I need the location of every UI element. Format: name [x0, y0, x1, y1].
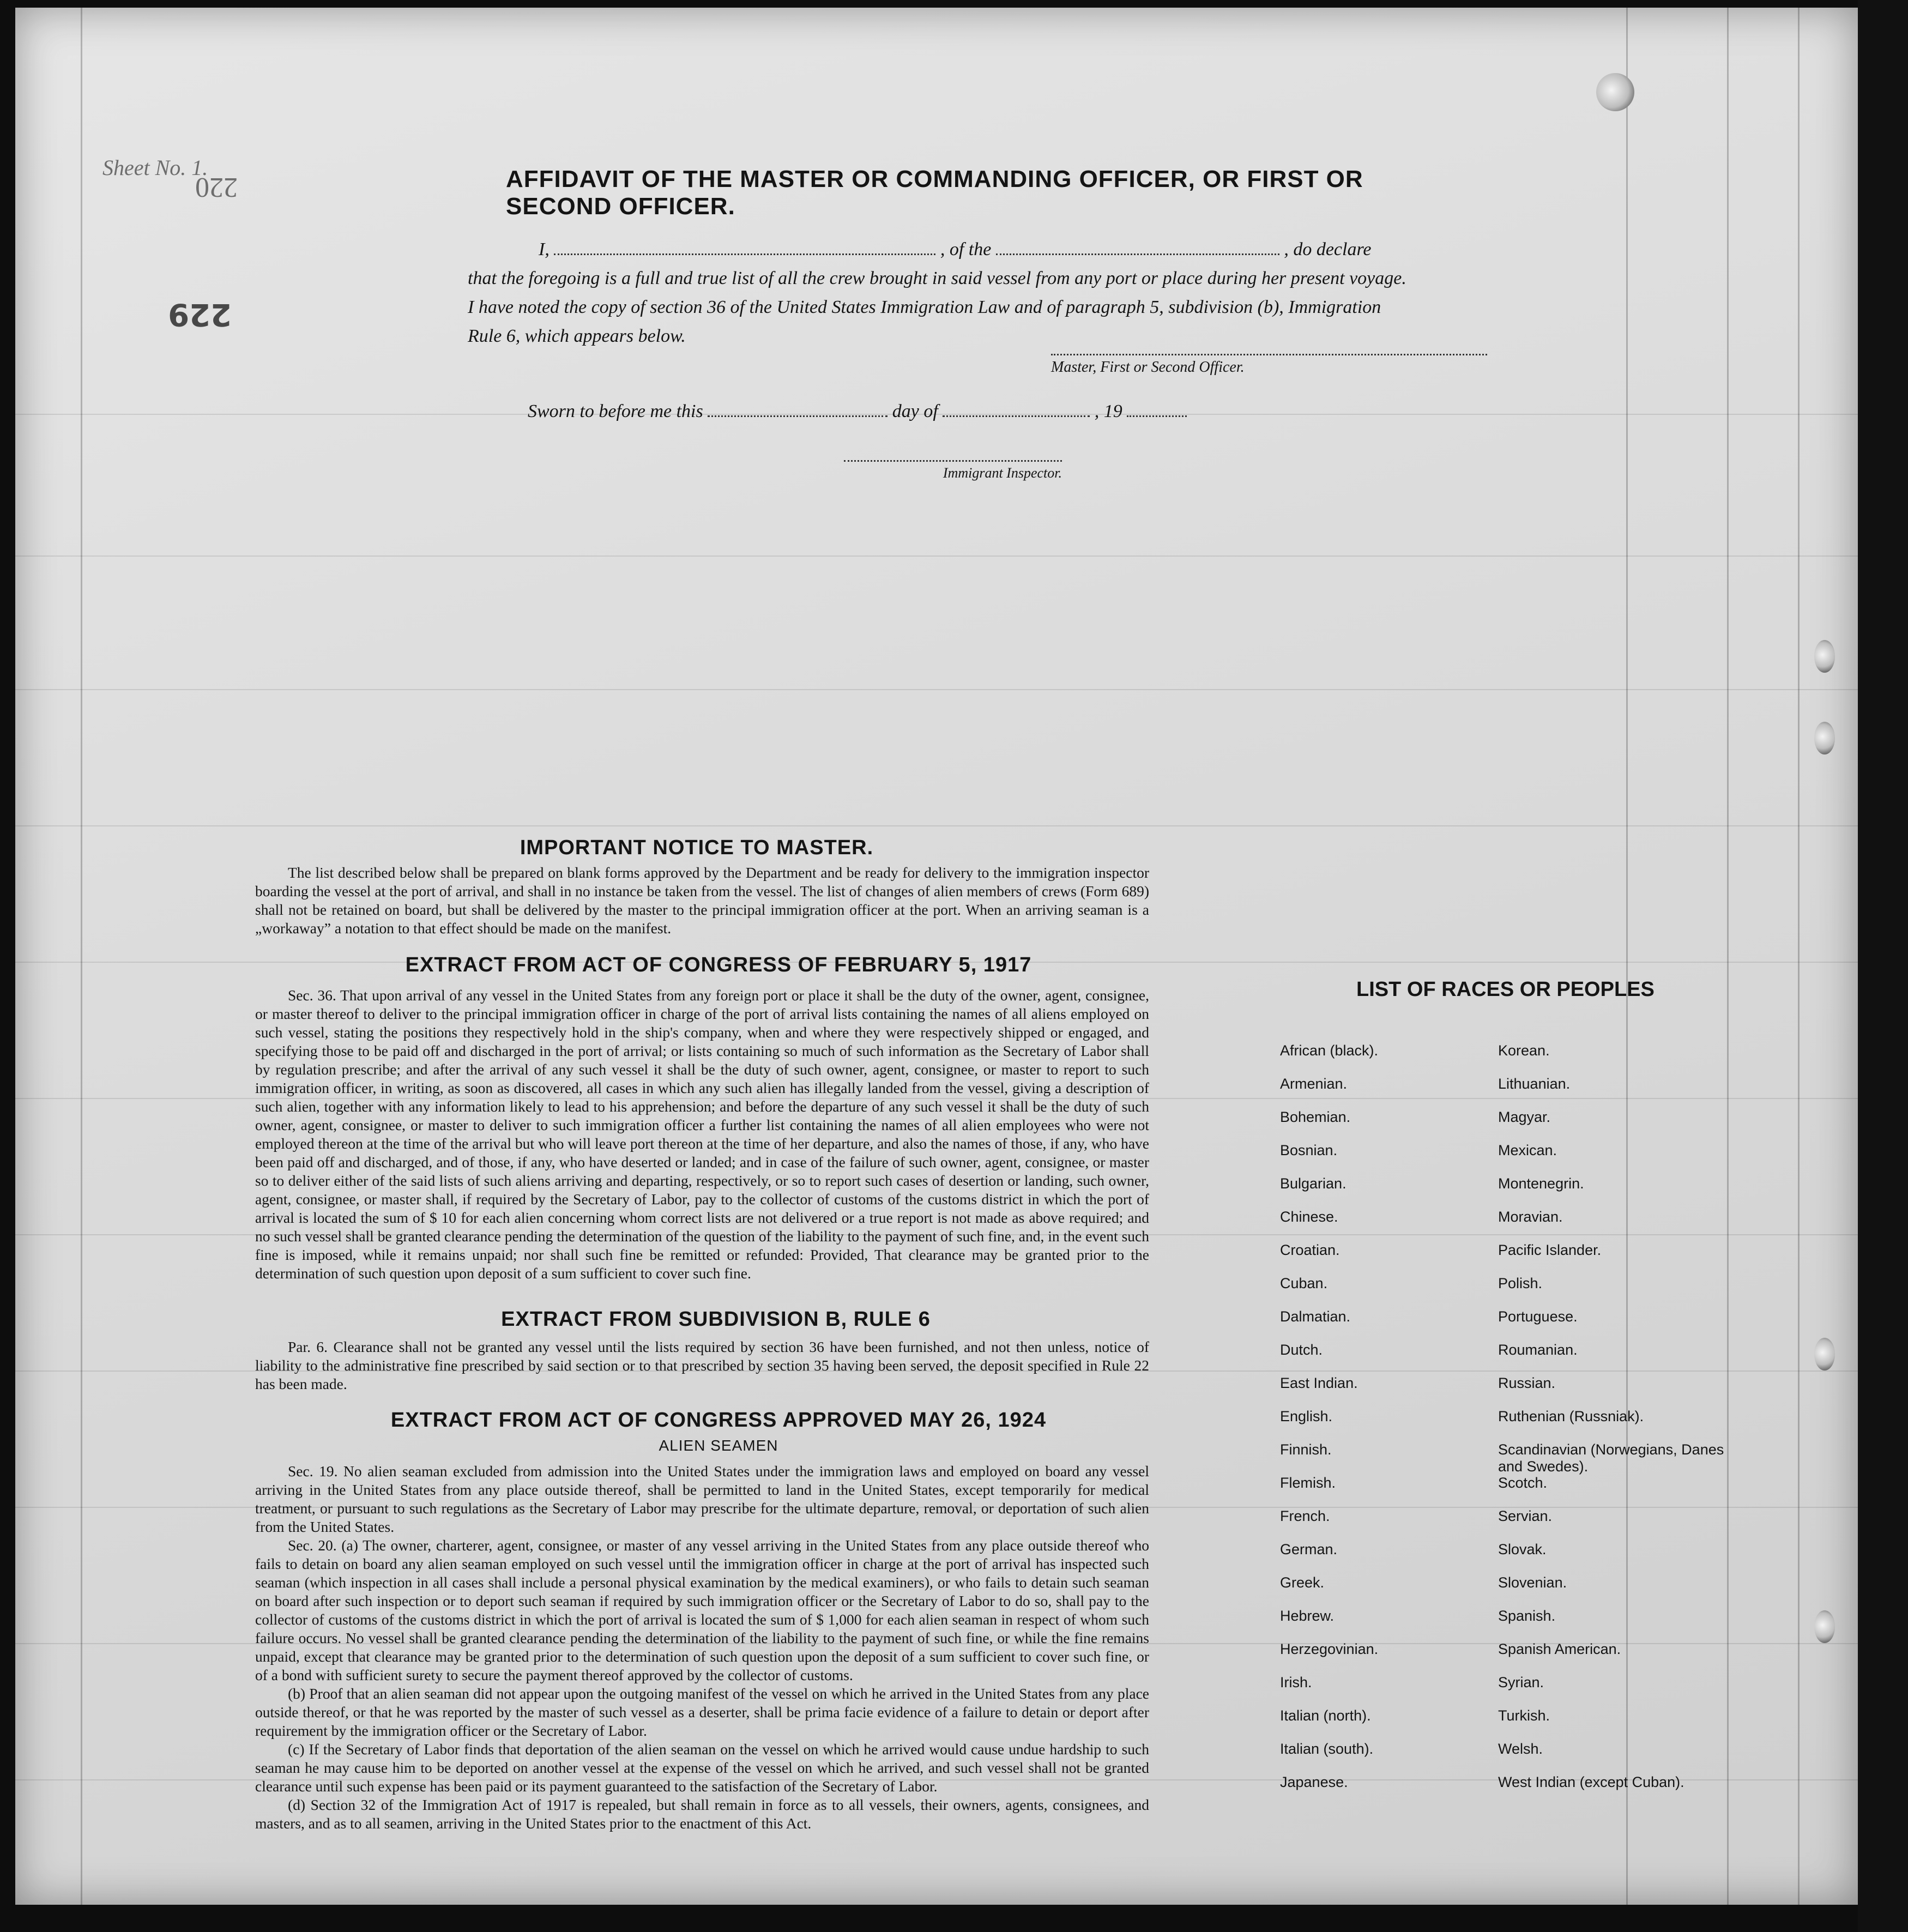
- race-entry: African (black).: [1280, 1042, 1379, 1059]
- race-entry: Pacific Islander.: [1498, 1242, 1602, 1258]
- rule-6-title: EXTRACT FROM SUBDIVISION B, RULE 6: [501, 1308, 931, 1331]
- race-entry: Roumanian.: [1498, 1342, 1578, 1358]
- sec-20b-text: (b) Proof that an alien seaman did not appear upon the outgoing manifest of the vessel on which he arrived in the United States from any place outside thereof, or that he was reported by the master of such vessel as a deserter, shall be prima facie evidence of a failure to detain or deport after requirement by the immigration officer or the Secretary of Labor.: [255, 1685, 1149, 1739]
- sec-20d-text: (d) Section 32 of the Immigration Act of 1917 is repealed, but shall remain in force as to all vessels, their owners, agents, consignees, and masters, and as to all seamen, arriving in the United States prior to the enactment of this Act.: [255, 1796, 1149, 1832]
- race-entry: Scandinavian (Norwegians, Danes and Swedes).: [1498, 1441, 1724, 1475]
- rule-6-text: Par. 6. Clearance shall not be granted any vessel until the lists required by section 36 have been furnished, and not then unless, notice of liability to the administrative fine prescribed by said section or to that prescribed by section 35 having been served, the deposit specified in Rule 22 has been made.: [255, 1338, 1149, 1392]
- race-entry: Lithuanian.: [1498, 1076, 1571, 1092]
- races-title: LIST OF RACES OR PEOPLES: [1356, 978, 1655, 1001]
- race-entry: Bulgarian.: [1280, 1175, 1347, 1192]
- race-entry: Spanish.: [1498, 1608, 1556, 1624]
- race-entry: Spanish American.: [1498, 1641, 1621, 1657]
- torn-corner-hole: [1596, 73, 1634, 111]
- race-entry: Slovak.: [1498, 1541, 1547, 1557]
- act-1924-title: EXTRACT FROM ACT OF CONGRESS APPROVED MAY 26, 1924: [390, 1409, 1047, 1432]
- race-entry: Dalmatian.: [1280, 1308, 1351, 1325]
- race-entry: Italian (south).: [1280, 1741, 1374, 1757]
- race-entry: Montenegrin.: [1498, 1175, 1584, 1192]
- form-rule: [15, 689, 1858, 690]
- act-1917-text: Sec. 36. That upon arrival of any vessel in the United States from any foreign port or place it shall be the duty of the owner, agent, consignee, or master thereof to deliver to the principal immigration officer in charge of the port of arrival lists containing the names of all aliens employed on such vessel, stating the positions they respectively hold in the ship's company, when and where they were respectively shipped or engaged, and specifying those to be paid off and discharged in the port of arrival; or lists containing so much of such information as the Secretary of Labor shall by regulation prescribe; and after the arrival of any such vessel it shall be the duty of such owner, agent, consignee, or master to report to such immigration officer, in writing, as soon as discovered, all cases in which any such alien has illegally landed from the vessel, giving a description of such alien, together with any information likely to lead to his apprehension; and before the departure of any such vessel it shall be the duty of such owner, agent, consignee, or master to deliver to such immigration officer a further list containing the names of all alien employees who were not employed thereon at the time of the arrival but who will leave port thereon at the time of her departure, and also the names of those, if any, who have been paid off and discharged, and of those, if any, who have deserted or landed; and in case of the failure of such owner, agent, consignee, or master so to deliver either of the said lists of such aliens arriving and departing, respectively, or so to report such cases of desertion or landing, such owner, agent, consignee, or master shall, if required by the Secretary of Labor, pay to the collector of customs of the customs district in which the port of arrival is located the sum of $ 10 for each alien concerning whom correct lists are not delivered or a true report is not made as above required; and no such vessel shall be granted clearance pending the determination of the question of the liability to the payment of such fine, and, in the event such fine is imposed, while it remains unpaid; nor shall such fine be remitted or refunded: Provided, That clearance may be granted prior to the determination of such question upon deposit of a sum sufficient to cover such fine.: [255, 987, 1149, 1282]
- page-edge: [1858, 0, 1908, 1932]
- race-entry: West Indian (except Cuban).: [1498, 1774, 1684, 1790]
- race-entry: Hebrew.: [1280, 1608, 1335, 1624]
- binder-hole: [1814, 1610, 1835, 1643]
- affidavit-line-3: I have noted the copy of section 36 of the United States Immigration Law and of paragraph 5, subdivision (b), Immigration: [468, 297, 1381, 317]
- race-entry: Scotch.: [1498, 1475, 1548, 1491]
- race-entry: English.: [1280, 1408, 1333, 1424]
- affidavit-declaration-line: I, , of the , do declare: [539, 239, 1372, 259]
- affidavit-line-2: that the foregoing is a full and true list of all the crew brought in said vessel from any port or place during her present voyage.: [468, 268, 1406, 288]
- race-entry: Armenian.: [1280, 1076, 1348, 1092]
- document-page: [15, 8, 1858, 1905]
- stamp-number: 229: [168, 297, 232, 332]
- race-entry: East Indian.: [1280, 1375, 1358, 1391]
- form-rule: [1798, 8, 1800, 1905]
- race-entry: Polish.: [1498, 1275, 1543, 1291]
- race-entry: Cuban.: [1280, 1275, 1328, 1291]
- race-entry: Slovenian.: [1498, 1574, 1567, 1591]
- race-entry: Russian.: [1498, 1375, 1556, 1391]
- form-rule: [81, 8, 82, 1905]
- binder-hole: [1814, 1338, 1835, 1370]
- race-entry: Welsh.: [1498, 1741, 1543, 1757]
- alien-seamen-subtitle: ALIEN SEAMEN: [659, 1437, 778, 1454]
- form-rule: [15, 825, 1858, 826]
- race-entry: Syrian.: [1498, 1674, 1544, 1690]
- race-entry: Greek.: [1280, 1574, 1325, 1591]
- races-left-column: [1280, 1042, 1509, 1807]
- race-entry: Servian.: [1498, 1508, 1553, 1524]
- affidavit-line-4: Rule 6, which appears below.: [468, 326, 686, 346]
- race-entry: Finnish.: [1280, 1441, 1332, 1458]
- sec-19-text: Sec. 19. No alien seaman excluded from admission into the United States under the immigration laws and employed on board any vessel arriving in the United States from any place outside thereof, shall be permitted to land in the United States, except temporarily for medical treatment, or pursuant to such regulations as the Secretary of Labor may prescribe for the ultimate departure, removal, or deportation of such alien from the United States.: [255, 1463, 1149, 1535]
- inspector-label: Immigrant Inspector.: [844, 460, 1062, 481]
- act-1917-title: EXTRACT FROM ACT OF CONGRESS OF FEBRUARY 5, 1917: [405, 953, 1032, 976]
- race-entry: Croatian.: [1280, 1242, 1340, 1258]
- act-1924-text: [255, 1462, 1149, 1833]
- notice-text: The list described below shall be prepared on blank forms approved by the Department and be ready for delivery to the immigration inspector boarding the vessel at the port of arrival, and shall in no instance be taken from the vessel. The list of changes of alien members of crews (Form 689) shall not be retained on board, but shall be delivered by the master to the principal immigration officer at the port. When an arriving seaman is a „workaway” a notation to that effect should be made on the manifest.: [255, 864, 1149, 937]
- serial-number: 220: [195, 172, 238, 203]
- binder-hole: [1814, 722, 1835, 754]
- race-entry: Bohemian.: [1280, 1109, 1351, 1125]
- affidavit-title: AFFIDAVIT OF THE MASTER OR COMMANDING OFFICER, OR FIRST OR SECOND OFFICER.: [506, 166, 1363, 220]
- race-entry: Turkish.: [1498, 1707, 1550, 1724]
- sworn-line: Sworn to before me this day of , 19: [528, 401, 1236, 422]
- race-entry: Chinese.: [1280, 1209, 1338, 1225]
- binder-hole: [1814, 640, 1835, 673]
- race-entry: Herzegovinian.: [1280, 1641, 1379, 1657]
- races-right-column: [1498, 1042, 1738, 1807]
- form-rule: [15, 556, 1858, 557]
- race-entry: Magyar.: [1498, 1109, 1551, 1125]
- race-entry: French.: [1280, 1508, 1330, 1524]
- race-entry: Bosnian.: [1280, 1142, 1338, 1158]
- race-entry: Portuguese.: [1498, 1308, 1578, 1325]
- sec-20c-text: (c) If the Secretary of Labor finds that deportation of the alien seaman on the vessel on which he arrived would cause undue hardship to such seaman he may cause him to be deported on another vessel at the expense of the vessel on which he arrived, and such vessel shall not be granted clearance until such expense has been paid or its payment guaranteed to the satisfaction of the Secretary of Labor.: [255, 1741, 1149, 1795]
- race-entry: Flemish.: [1280, 1475, 1336, 1491]
- sec-20a-text: Sec. 20. (a) The owner, charterer, agent, consignee, or master of any vessel arriving in the United States from any place outside thereof who fails to detain on board any alien seaman employed on such vessel until the immigration officer in charge at the port of arrival has inspected such seaman (which inspection in all cases shall include a personal physical examination by the medical examiners), or who fails to detain such seaman on board after such inspection or to deport such seaman if required by such immigration officer or the Secretary of Labor to do so, shall pay to the collector of customs of the customs district in which the port of arrival is located the sum of $ 1,000 for each alien seaman in respect of whom such failure occurs. No vessel shall be granted clearance pending the determination of the liability to the payment of such fine, or while the fine remains unpaid, except that clearance may be granted prior to the determination of such question upon the deposit of a sum sufficient to cover such fine, or of a bond with sufficient surety to secure the payment thereof approved by the collector of customs.: [255, 1537, 1149, 1683]
- race-entry: Irish.: [1280, 1674, 1312, 1690]
- sheet-number: Sheet No. 1.: [102, 155, 208, 180]
- race-entry: Japanese.: [1280, 1774, 1348, 1790]
- signature-label: Master, First or Second Officer.: [1051, 354, 1487, 376]
- race-entry: Italian (north).: [1280, 1707, 1371, 1724]
- race-entry: Dutch.: [1280, 1342, 1323, 1358]
- race-entry: German.: [1280, 1541, 1338, 1557]
- race-entry: Korean.: [1498, 1042, 1550, 1059]
- race-entry: Ruthenian (Russniak).: [1498, 1408, 1644, 1424]
- race-entry: Moravian.: [1498, 1209, 1563, 1225]
- notice-title: IMPORTANT NOTICE TO MASTER.: [520, 836, 874, 859]
- race-entry: Mexican.: [1498, 1142, 1557, 1158]
